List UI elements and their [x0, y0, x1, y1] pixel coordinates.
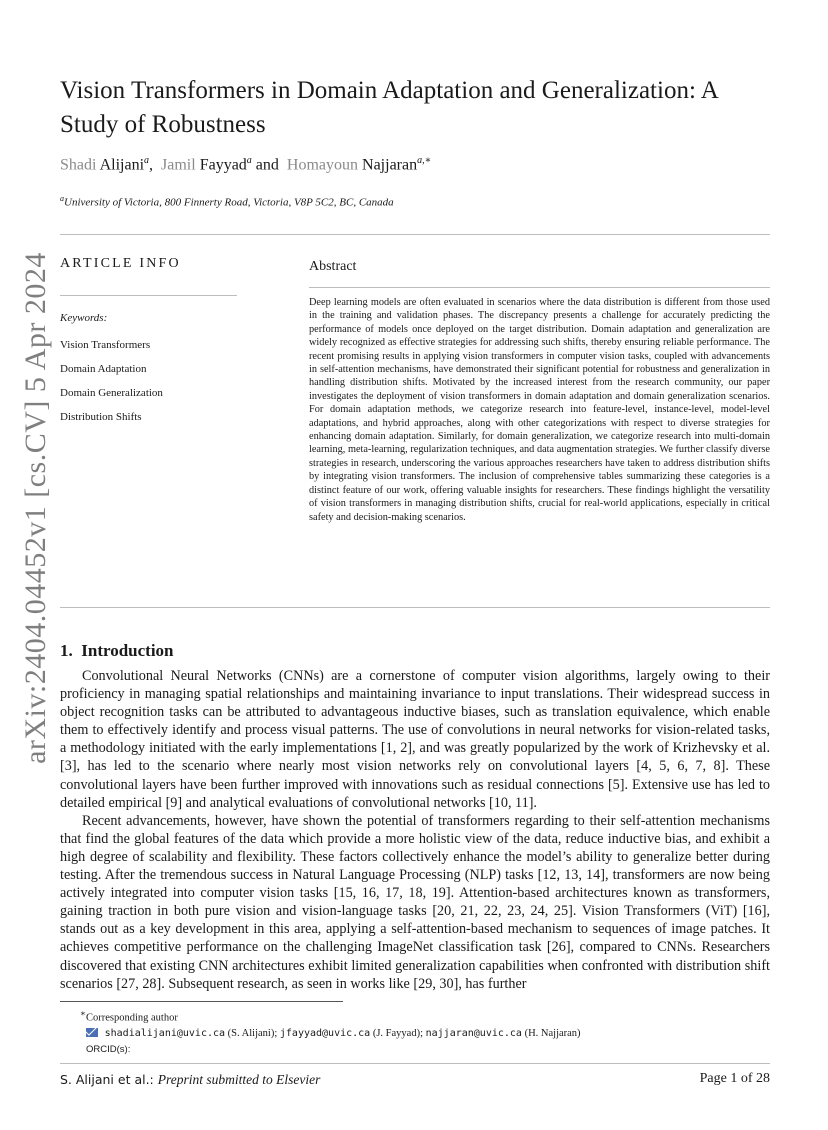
footnote: [60, 1006, 581, 1057]
affiliation: [60, 194, 394, 209]
arxiv-id: arXiv:2404.04452v1 [cs.CV] 5 Apr 2024: [19, 252, 52, 764]
author-and: and: [255, 156, 279, 174]
article-info-divider: [60, 295, 237, 296]
email-link[interactable]: najjaran@uvic.ca: [425, 1028, 522, 1039]
keywords-label: Keywords:: [60, 312, 108, 324]
paper-title: Vision Transformers in Domain Adaptation and Generalization: A Study of Robustness: [60, 77, 718, 138]
author-affil-mark: a: [246, 155, 252, 166]
section-heading: [60, 641, 174, 661]
abstract-heading: Abstract: [309, 259, 357, 274]
footnote-mark: ∗: [80, 1008, 86, 1018]
keyword-item: Distribution Shifts: [60, 411, 142, 423]
keyword-item: Vision Transformers: [60, 339, 151, 351]
orcid-line: ORCID(s):: [86, 1043, 131, 1055]
author-first-name: Jamil: [161, 156, 196, 174]
page-number: Page 1 of 28: [699, 1071, 770, 1086]
author-last-name: Alijani: [99, 156, 145, 174]
author-first-name: Homayoun: [286, 156, 359, 174]
author-affil-mark: a: [144, 155, 150, 166]
keywords-list: [60, 333, 163, 429]
affiliation-text: University of Victoria, 800 Finnerty Road, Victoria, V8P 5C2, BC, Canada: [64, 196, 394, 209]
footer-venue: Preprint submitted to Elsevier: [157, 1072, 321, 1087]
keyword-item: Domain Adaptation: [60, 363, 147, 375]
author-first-name: Shadi: [60, 156, 97, 174]
footnote-rule: [60, 1001, 343, 1002]
corresponding-author: ∗Corresponding author: [80, 1008, 178, 1024]
author-last-name: Fayyad: [199, 156, 247, 174]
email-link[interactable]: shadialijani@uvic.ca: [104, 1028, 226, 1039]
paragraph: Convolutional Neural Networks (CNNs) are a cornerstone of computer vision algorithms, largely owing to their proficiency in managing spatial relationships and maintaining invariance to input translations. Their widespread success in object recognition tasks can be attributed to advantageous inductive biases, such as translation equivalence, which enable them to effectively identify and process visual patterns. The use of convolutions in neural networks for vision-related tasks, a methodology initiated with the early implementations [1, 2], and was greatly popularized by the work of Krizhevsky et al. [3], has led to the scenario where nearly most vision networks rely on convolutional layers [4, 5, 6, 7, 8]. These convolutional layers have been further improved with innovations such as residual connections [5]. Extensive use has led to detailed empirical [9] and analytical evaluations of convolutional networks [10, 11].: [60, 668, 770, 811]
author-list: Shadi Alijani$^a$, Jamil Fayyad$^a$ and Homayoun Najjaran$^{a,∗}$: [60, 155, 432, 174]
author-affil-mark: a,∗: [417, 155, 432, 166]
arxiv-side-stamp: [16, 248, 56, 768]
intro-body: [60, 667, 770, 993]
divider-bottom: [60, 607, 770, 608]
divider-top: [60, 234, 770, 235]
running-footer: [60, 1072, 320, 1088]
article-info-heading: ARTICLE INFO: [60, 256, 181, 271]
envelope-icon: [86, 1028, 98, 1037]
paragraph: Recent advancements, however, have shown the potential of transformers regarding to their self-attention mechanisms that find the global features of the data which provide a more holistic view of the data, reduce inductive bias, and exhibit a high degree of scalability and flexibility. These factors collectively enhance the model’s ability to generalize better during testing. After the tremendous success in Natural Language Processing (NLP) tasks [12, 13, 14], transformers are now being actively integrated into computer vision tasks [15, 16, 17, 18, 19]. Attention-based architectures known as transformers, gaining traction in both pure vision and vision-language tasks [20, 21, 22, 23, 24, 25]. Vision Transformers (ViT) [16], stands out as a key development in this area, applying a self-attention-based mechanism to sequences of image patches. It achieves competitive performance on the challenging ImageNet classification task [26], compared to CNNs. Researchers discovered that existing CNN architectures exhibit limited generalization capabilities when confronted with distribution shift scenarios [27, 28]. Subsequent research, as seen in works like [29, 30], has further: [60, 812, 770, 992]
footer-divider: [60, 1063, 770, 1064]
abstract-text: Deep learning models are often evaluated in scenarios where the data distribution is different from those used in the training and validation phases. The discrepancy presents a challenge for accurately predicting the performance of models once deployed on the target distribution. Domain adaptation and generalization are widely recognized as effective strategies for addressing such shifts, thereby ensuring reliable performance. The recent promising results in applying vision transformers in computer vision tasks, coupled with advancements in self-attention mechanisms, have demonstrated their significant potential for robustness and generalization in handling distribution shifts. Motivated by the increased interest from the research community, our paper investigates the deployment of vision transformers in domain adaptation and domain generalization scenarios. For domain adaptation methods, we categorize research into feature-level, instance-level, model-level adaptations, and hybrid approaches, along with other categorizations with respect to diverse strategies for enhancing domain adaptation. Similarly, for domain generalization, we categorize research into multi-domain learning, meta-learning, regularization techniques, and data augmentation strategies. We further classify diverse strategies in research, underscoring the various approaches researchers have taken to address distribution shifts by integrating vision transformers. The inclusion of comprehensive tables summarizing these categories is a distinct feature of our work, offering valuable insights for researchers. These findings highlight the versatility of vision transformers in managing distribution shifts, crucial for real-world applications, especially in critical safety and decision-making scenarios.: [309, 297, 770, 523]
affiliation-mark: a: [60, 194, 64, 203]
author-last-name: Najjaran: [362, 156, 418, 174]
email-line: shadialijani@uvic.ca (S. Alijani); jfayyad@uvic.ca (J. Fayyad); najjaran@uvic.ca (H. Najjaran): [60, 1026, 581, 1042]
section-title: Introduction: [81, 641, 174, 660]
email-link[interactable]: jfayyad@uvic.ca: [279, 1028, 371, 1039]
section-number: 1.: [60, 641, 73, 660]
abstract-divider: [309, 287, 770, 288]
keyword-item: Domain Generalization: [60, 387, 163, 399]
footer-authors: S. Alijani et al.:: [60, 1072, 154, 1087]
